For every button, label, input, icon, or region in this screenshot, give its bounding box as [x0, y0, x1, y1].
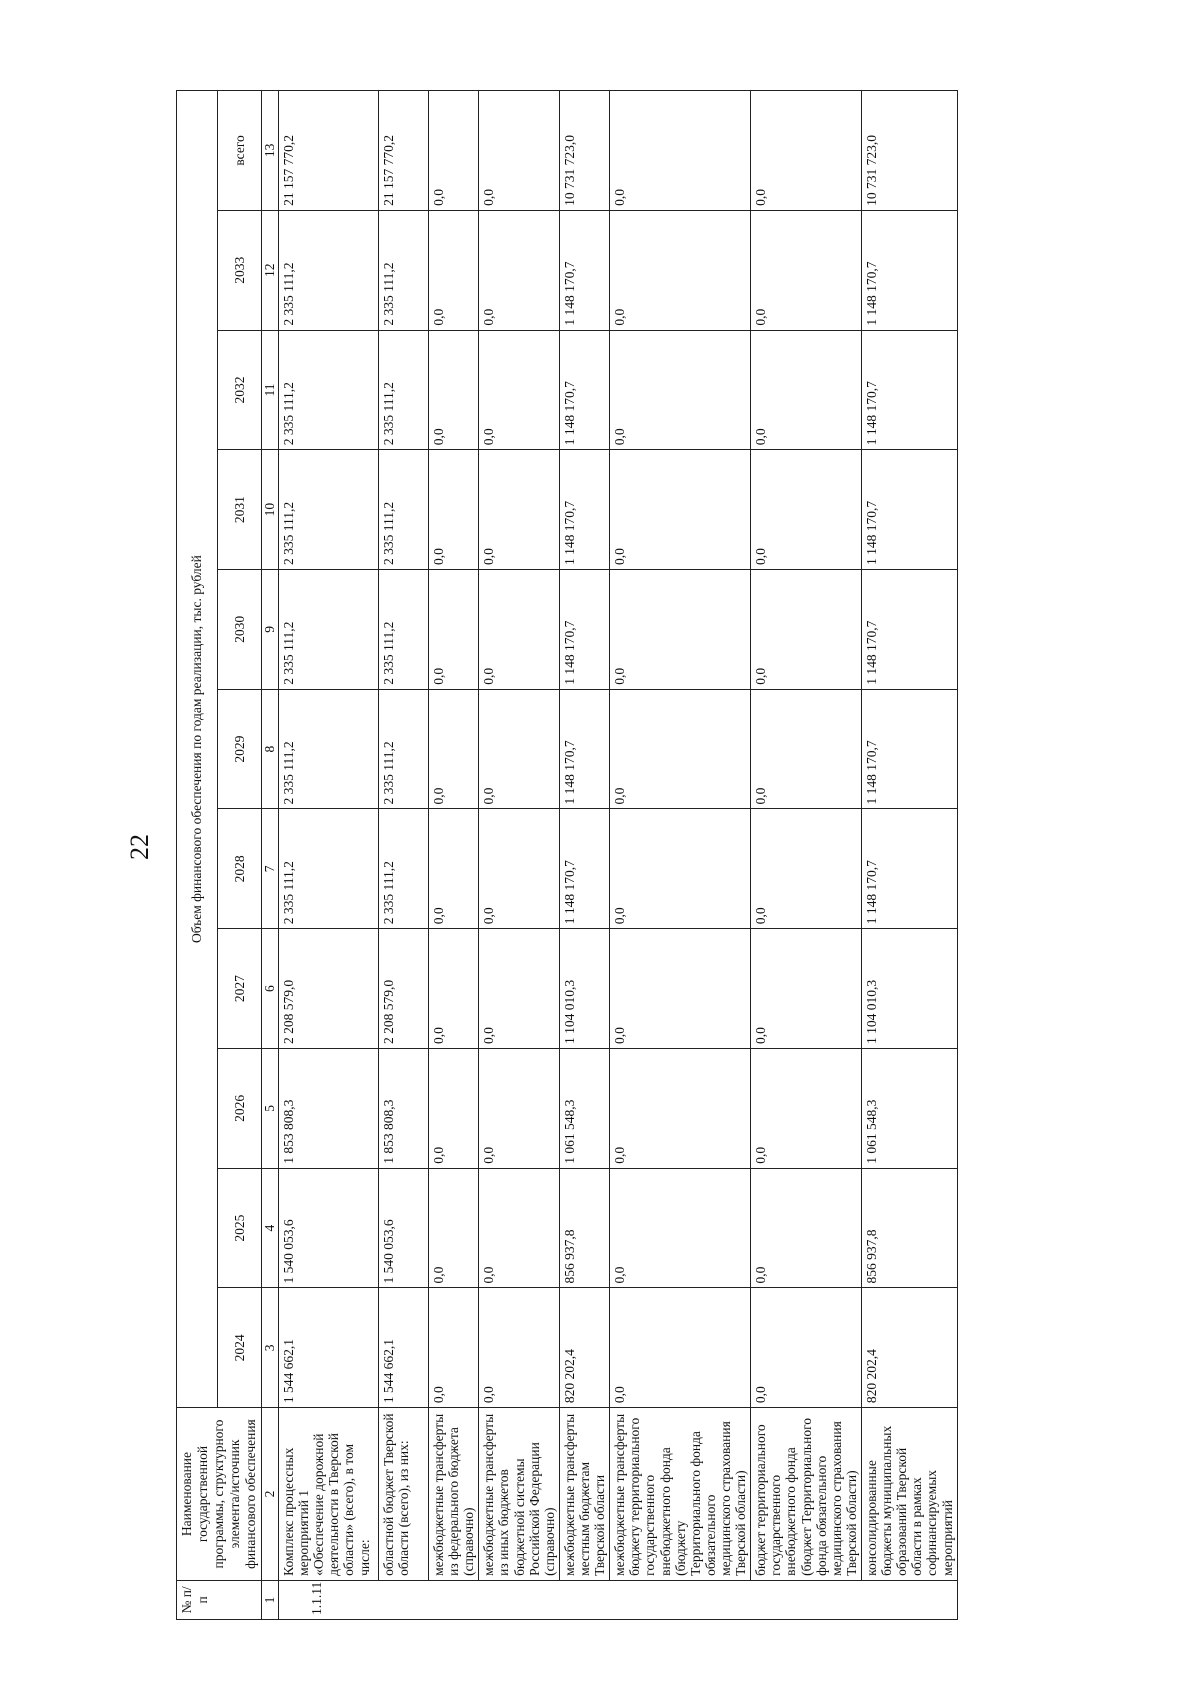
- column-index: 10: [262, 450, 279, 570]
- value-cell: 1 148 170,7: [559, 809, 609, 929]
- value-cell: 1 544 662,1: [379, 1288, 429, 1408]
- value-cell: 2 335 111,2: [379, 330, 429, 450]
- value-cell: 0,0: [610, 1168, 751, 1288]
- column-index: 9: [262, 570, 279, 690]
- value-cell: 2 335 111,2: [379, 809, 429, 929]
- value-cell: 10 731 723,0: [861, 91, 957, 211]
- header-year: 2033: [218, 210, 262, 330]
- financing-table: [176, 90, 958, 1620]
- value-cell: 0,0: [610, 1048, 751, 1168]
- value-cell: 0,0: [429, 210, 479, 330]
- header-year: 2026: [218, 1048, 262, 1168]
- column-index: 5: [262, 1048, 279, 1168]
- value-cell: 820 202,4: [559, 1288, 609, 1408]
- value-cell: 1 148 170,7: [861, 570, 957, 690]
- column-index-row: [262, 91, 279, 1620]
- value-cell: 0,0: [479, 1048, 560, 1168]
- value-cell: 0,0: [479, 1168, 560, 1288]
- column-index: 12: [262, 210, 279, 330]
- header-name: Наименование государственной программы, структурного элемента/источник финансового обеспечения: [177, 1408, 262, 1581]
- column-index: 3: [262, 1288, 279, 1408]
- value-cell: 1 148 170,7: [559, 570, 609, 690]
- value-cell: 2 335 111,2: [279, 570, 379, 690]
- value-cell: 2 335 111,2: [279, 330, 379, 450]
- value-cell: 1 061 548,3: [559, 1048, 609, 1168]
- value-cell: 0,0: [479, 689, 560, 809]
- value-cell: 0,0: [751, 450, 862, 570]
- value-cell: 0,0: [610, 210, 751, 330]
- value-cell: 856 937,8: [861, 1168, 957, 1288]
- value-cell: 2 335 111,2: [279, 450, 379, 570]
- table-row: [751, 91, 862, 1620]
- table-row: [479, 91, 560, 1620]
- value-cell: 0,0: [751, 91, 862, 211]
- row-label: Комплекс процессных мероприятий 1 «Обеспечение дорожной деятельности в Тверской области» (всего), в том числе:: [279, 1408, 379, 1581]
- value-cell: 0,0: [479, 330, 560, 450]
- row-label: межбюджетные трансферты местным бюджетам Тверской области: [559, 1408, 609, 1581]
- value-cell: 1 148 170,7: [559, 330, 609, 450]
- value-cell: 2 208 579,0: [379, 929, 429, 1049]
- value-cell: 0,0: [751, 1048, 862, 1168]
- value-cell: 10 731 723,0: [559, 91, 609, 211]
- value-cell: 0,0: [610, 809, 751, 929]
- value-cell: 1 061 548,3: [861, 1048, 957, 1168]
- column-index: 8: [262, 689, 279, 809]
- row-label: бюджет территориального государственного внебюджетного фонда (бюджет Территориального фонда обязательного медицинского страхования Тверской области): [751, 1408, 862, 1581]
- value-cell: 1 148 170,7: [861, 689, 957, 809]
- column-index: 1: [262, 1580, 279, 1619]
- value-cell: 0,0: [429, 330, 479, 450]
- value-cell: 2 335 111,2: [379, 210, 429, 330]
- value-cell: 0,0: [610, 1288, 751, 1408]
- row-label: консолидированные бюджеты муниципальных образований Тверской области в рамках софинансируемых мероприятий: [861, 1408, 957, 1581]
- value-cell: 1 104 010,3: [861, 929, 957, 1049]
- value-cell: 0,0: [751, 570, 862, 690]
- row-number: 1.1.11: [279, 1580, 958, 1619]
- value-cell: 0,0: [610, 929, 751, 1049]
- value-cell: 0,0: [479, 1288, 560, 1408]
- value-cell: 1 148 170,7: [559, 210, 609, 330]
- value-cell: 2 335 111,2: [379, 570, 429, 690]
- row-label: межбюджетные трансферты бюджету территориального государственного внебюджетного фонда (бюджету Территориального фонда обязательного медицинского страхования Тверской области): [610, 1408, 751, 1581]
- header-year: 2030: [218, 570, 262, 690]
- value-cell: 1 148 170,7: [559, 689, 609, 809]
- table-row: [379, 91, 429, 1620]
- value-cell: 0,0: [751, 1168, 862, 1288]
- value-cell: 0,0: [479, 91, 560, 211]
- header-row-years: [218, 91, 262, 1620]
- value-cell: 0,0: [429, 1288, 479, 1408]
- page-number: 22: [125, 834, 154, 860]
- value-cell: 0,0: [610, 91, 751, 211]
- value-cell: 0,0: [751, 929, 862, 1049]
- table-row: [559, 91, 609, 1620]
- value-cell: 0,0: [751, 1288, 862, 1408]
- table-row: [861, 91, 957, 1620]
- value-cell: 1 540 053,6: [279, 1168, 379, 1288]
- value-cell: 856 937,8: [559, 1168, 609, 1288]
- value-cell: 1 148 170,7: [559, 450, 609, 570]
- value-cell: 0,0: [429, 91, 479, 211]
- value-cell: 0,0: [479, 450, 560, 570]
- value-cell: 1 853 808,3: [379, 1048, 429, 1168]
- header-row-1: [177, 91, 218, 1620]
- value-cell: 0,0: [610, 570, 751, 690]
- value-cell: 1 104 010,3: [559, 929, 609, 1049]
- value-cell: 0,0: [610, 450, 751, 570]
- value-cell: 0,0: [429, 570, 479, 690]
- value-cell: 820 202,4: [861, 1288, 957, 1408]
- value-cell: 2 335 111,2: [379, 689, 429, 809]
- column-index: 13: [262, 91, 279, 211]
- value-cell: 2 335 111,2: [279, 809, 379, 929]
- value-cell: 0,0: [479, 570, 560, 690]
- header-year: 2029: [218, 689, 262, 809]
- value-cell: 1 544 662,1: [279, 1288, 379, 1408]
- value-cell: 0,0: [610, 330, 751, 450]
- header-year: 2032: [218, 330, 262, 450]
- row-label: областной бюджет Тверской области (всего), из них:: [379, 1408, 429, 1581]
- table-row: [279, 91, 379, 1620]
- table-row: [429, 91, 479, 1620]
- value-cell: 0,0: [479, 210, 560, 330]
- value-cell: 21 157 770,2: [279, 91, 379, 211]
- value-cell: 0,0: [429, 689, 479, 809]
- header-year: 2025: [218, 1168, 262, 1288]
- value-cell: 1 148 170,7: [861, 330, 957, 450]
- value-cell: 0,0: [751, 330, 862, 450]
- value-cell: 21 157 770,2: [379, 91, 429, 211]
- value-cell: 1 853 808,3: [279, 1048, 379, 1168]
- row-label: межбюджетные трансферты из иных бюджетов бюджетной системы Российской Федерации (справочно): [479, 1408, 560, 1581]
- financing-table-frame: [176, 90, 1076, 1620]
- column-index: 6: [262, 929, 279, 1049]
- table-row: [610, 91, 751, 1620]
- header-year-total: всего: [218, 91, 262, 211]
- column-index: 4: [262, 1168, 279, 1288]
- column-index: 2: [262, 1408, 279, 1581]
- value-cell: 2 335 111,2: [379, 450, 429, 570]
- value-cell: 0,0: [429, 929, 479, 1049]
- value-cell: 0,0: [479, 929, 560, 1049]
- value-cell: 1 148 170,7: [861, 809, 957, 929]
- value-cell: 2 208 579,0: [279, 929, 379, 1049]
- value-cell: 0,0: [751, 809, 862, 929]
- value-cell: 0,0: [429, 809, 479, 929]
- header-year: 2024: [218, 1288, 262, 1408]
- value-cell: 0,0: [479, 809, 560, 929]
- header-year: 2028: [218, 809, 262, 929]
- value-cell: 2 335 111,2: [279, 689, 379, 809]
- column-index: 11: [262, 330, 279, 450]
- value-cell: 0,0: [610, 689, 751, 809]
- header-year: 2027: [218, 929, 262, 1049]
- header-year: 2031: [218, 450, 262, 570]
- value-cell: 1 148 170,7: [861, 210, 957, 330]
- value-cell: 0,0: [429, 1168, 479, 1288]
- column-index: 7: [262, 809, 279, 929]
- value-cell: 0,0: [751, 210, 862, 330]
- header-num: № п/п: [177, 1580, 262, 1619]
- header-volume: Объем финансового обеспечения по годам реализации, тыс. рублей: [177, 91, 218, 1408]
- value-cell: 2 335 111,2: [279, 210, 379, 330]
- value-cell: 0,0: [429, 450, 479, 570]
- row-label: межбюджетные трансферты из федерального бюджета (справочно): [429, 1408, 479, 1581]
- value-cell: 1 148 170,7: [861, 450, 957, 570]
- value-cell: 0,0: [751, 689, 862, 809]
- value-cell: 0,0: [429, 1048, 479, 1168]
- value-cell: 1 540 053,6: [379, 1168, 429, 1288]
